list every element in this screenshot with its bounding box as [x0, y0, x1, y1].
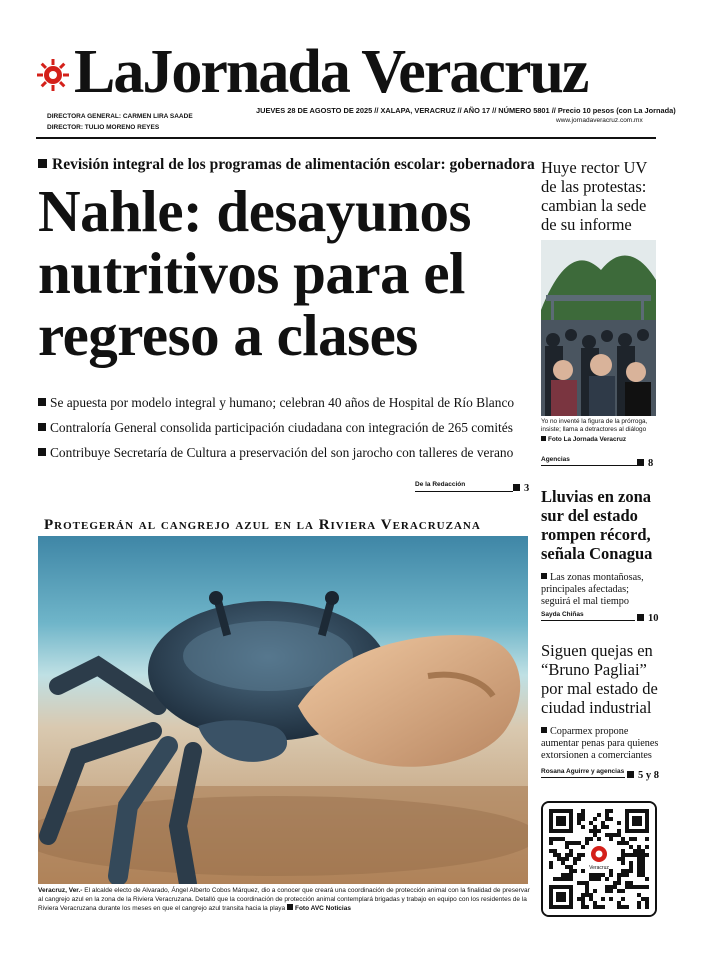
photo-story-title[interactable]: Protegerán al cangrejo azul en la Riviera Veracruzana — [44, 517, 481, 533]
square-bullet-icon — [541, 436, 546, 441]
headline-line: Nahle: desayunos — [38, 178, 471, 244]
main-bullet: Contraloría General consolida participación ciudadana con integración de 265 comités — [38, 420, 513, 436]
main-kicker — [38, 156, 535, 174]
sidebar-credit-3: Rosana Aguirre y agencias — [541, 768, 625, 775]
square-bullet-icon — [38, 423, 46, 431]
logo-sun-icon — [36, 58, 70, 92]
protest-photo-caption: Yo no inventé la figura de la prórroga, insiste; llama a detractores al diálogo — [541, 418, 648, 433]
sidebar-page-ref-1[interactable]: 8 — [637, 458, 653, 469]
square-bullet-icon — [513, 484, 520, 491]
square-bullet-icon — [38, 448, 46, 456]
square-bullet-icon — [38, 159, 47, 168]
director: DIRECTOR: TULIO MORENO REYES — [47, 124, 160, 131]
qr-code-icon — [543, 803, 655, 915]
sidebar-page-ref-2[interactable]: 10 — [637, 613, 659, 624]
sidebar-credit-1: Agencias — [541, 456, 570, 463]
credit-rule — [541, 465, 641, 466]
sidebar-bullet-3: Coparmex propone aumentar penas para quienes extorsionen a comerciantes — [541, 726, 659, 761]
square-bullet-icon — [637, 614, 644, 621]
masthead-rule — [36, 137, 656, 139]
photo-caption — [38, 886, 530, 913]
caption-credit: Foto AVC Noticias — [294, 905, 351, 912]
sidebar-headline-1[interactable]: Huye rector UV de las protestas: cambian la sede de su informe — [541, 158, 647, 234]
sidebar-bullet-2: Las zonas montañosas, principales afectadas; seguirá el mal tiempo — [541, 572, 644, 607]
qr-label: Veracruz — [589, 865, 609, 871]
blue-crab-photo — [38, 536, 528, 884]
sidebar-page-ref-3[interactable]: 5 y 8 — [627, 770, 659, 781]
credit-rule — [415, 491, 513, 492]
protest-photo — [541, 240, 656, 416]
credit-rule — [541, 777, 625, 778]
qr-code[interactable] — [541, 801, 657, 917]
main-page-ref[interactable]: 3 — [513, 483, 529, 494]
square-bullet-icon — [627, 771, 634, 778]
square-bullet-icon — [38, 398, 46, 406]
sidebar-headline-3[interactable]: Siguen quejas en “Bruno Pagliai” por mal estado de ciudad industrial — [541, 641, 658, 717]
caption-text: El alcalde electo de Alvarado, Ángel Alberto Cobos Márquez, dio a conocer que creará una coordinación de protección animal con la finalidad de preservar al cangrejo azul en la zona de la Riviera Veracruzana. Detalló que la coordinación de protección animal contemplará brigadas y trabajo en equipo con los residentes de la Riviera Veracruzana durante los meses en que el cangrejo azul transita hacia la playa — [38, 887, 530, 912]
newspaper-logo: LaJornada Veracruz — [74, 38, 588, 106]
protest-photo-credit: Foto La Jornada Veracruz — [541, 436, 657, 444]
square-bullet-icon — [287, 904, 293, 910]
sidebar-headline-2[interactable]: Lluvias en zona sur del estado rompen récord, señala Conagua — [541, 487, 653, 563]
main-credit: De la Redacción — [415, 481, 466, 488]
website-link[interactable]: www.jornadaveracruz.com.mx — [556, 117, 643, 124]
director-general: DIRECTORA GENERAL: CARMEN LIRA SAADE — [47, 113, 193, 120]
headline-line: regreso a clases — [38, 302, 418, 368]
main-bullet: Contribuye Secretaría de Cultura a preservación del son jarocho con talleres de verano — [38, 445, 513, 461]
main-headline[interactable] — [38, 180, 538, 366]
square-bullet-icon — [541, 573, 547, 579]
square-bullet-icon — [637, 459, 644, 466]
sidebar-credit-2: Sayda Chiñas — [541, 611, 584, 618]
main-bullet: Se apuesta por modelo integral y humano; celebran 40 años de Hospital de Río Blanco — [38, 395, 514, 411]
credit-rule — [541, 620, 635, 621]
square-bullet-icon — [541, 727, 547, 733]
main-kicker-text: Revisión integral de los programas de alimentación escolar: gobernadora — [52, 156, 535, 173]
headline-line: nutritivos para el — [38, 240, 465, 306]
dateline: JUEVES 28 DE AGOSTO DE 2025 // XALAPA, VERACRUZ // AÑO 17 // NÚMERO 5801 // Precio 10 pesos (con La Jornada) — [256, 106, 676, 115]
caption-lead: Veracruz, Ver.- — [38, 887, 83, 894]
